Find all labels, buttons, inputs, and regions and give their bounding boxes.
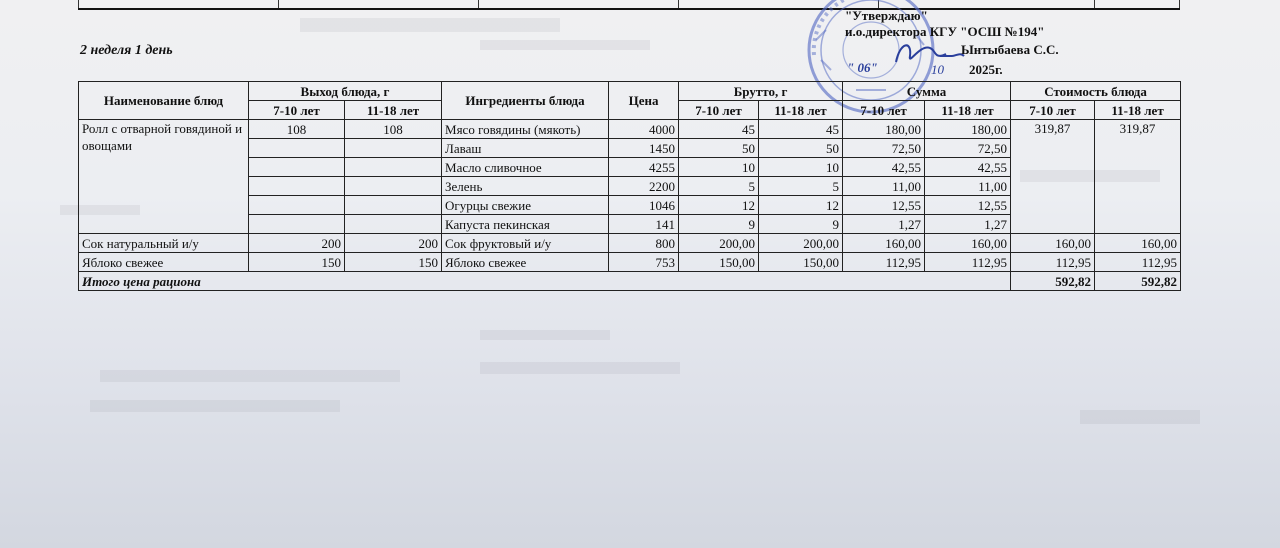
ingredient: Сок фруктовый и/у	[442, 234, 609, 253]
price: 4000	[609, 120, 679, 139]
brutto-age2: 50	[759, 139, 843, 158]
total-cost-age1: 592,82	[1011, 272, 1095, 291]
header-yield-age2: 11-18 лет	[345, 101, 442, 120]
sum-age2: 160,00	[925, 234, 1011, 253]
brutto-age1: 12	[679, 196, 759, 215]
sum-age1: 72,50	[843, 139, 925, 158]
cost-age1: 160,00	[1011, 234, 1095, 253]
ingredient: Яблоко свежее	[442, 253, 609, 272]
brutto-age2: 5	[759, 177, 843, 196]
sum-age1: 180,00	[843, 120, 925, 139]
sum-age1: 160,00	[843, 234, 925, 253]
yield-age1: 200	[249, 234, 345, 253]
header-cost-age1: 7-10 лет	[1011, 101, 1095, 120]
total-row	[79, 272, 1181, 291]
header-sum-age2: 11-18 лет	[925, 101, 1011, 120]
sum-age1: 112,95	[843, 253, 925, 272]
dish-name: Сок натуральный и/у	[79, 234, 249, 253]
cost-age1: 319,87	[1011, 120, 1095, 234]
header-brutto-age2: 11-18 лет	[759, 101, 843, 120]
header-yield-age1: 7-10 лет	[249, 101, 345, 120]
brutto-age1: 9	[679, 215, 759, 234]
brutto-age2: 200,00	[759, 234, 843, 253]
week-day-label: 2 неделя 1 день	[80, 43, 173, 58]
brutto-age1: 50	[679, 139, 759, 158]
brutto-age1: 150,00	[679, 253, 759, 272]
brutto-age2: 150,00	[759, 253, 843, 272]
ingredient: Масло сливочное	[442, 158, 609, 177]
sum-age2: 42,55	[925, 158, 1011, 177]
cost-age2: 319,87	[1095, 120, 1181, 234]
sum-age2: 11,00	[925, 177, 1011, 196]
cost-age1: 112,95	[1011, 253, 1095, 272]
ingredient: Зелень	[442, 177, 609, 196]
price: 1450	[609, 139, 679, 158]
sum-age2: 72,50	[925, 139, 1011, 158]
yield-age1: 150	[249, 253, 345, 272]
price: 4255	[609, 158, 679, 177]
price: 141	[609, 215, 679, 234]
header-cost: Стоимость блюда	[1011, 82, 1181, 101]
menu-table	[78, 81, 1181, 291]
header-sum: Сумма	[843, 82, 1011, 101]
price: 1046	[609, 196, 679, 215]
brutto-age2: 9	[759, 215, 843, 234]
yield-age2: 108	[345, 120, 442, 139]
dish-name: Ролл с отварной говядиной и овощами	[79, 120, 249, 234]
sum-age2: 1,27	[925, 215, 1011, 234]
sum-age1: 11,00	[843, 177, 925, 196]
ingredient: Мясо говядины (мякоть)	[442, 120, 609, 139]
approve-day: " 06"	[847, 60, 878, 75]
previous-table-bottom-edge	[78, 0, 1180, 10]
yield-age2: 150	[345, 253, 442, 272]
table-row	[79, 253, 1181, 272]
sum-age1: 42,55	[843, 158, 925, 177]
cost-age2: 112,95	[1095, 253, 1181, 272]
ingredient: Капуста пекинская	[442, 215, 609, 234]
table-row	[79, 234, 1181, 253]
sum-age1: 1,27	[843, 215, 925, 234]
signature	[890, 34, 970, 74]
approve-year: 2025г.	[969, 62, 1003, 77]
approve-title: "Утверждаю"	[845, 8, 928, 23]
ingredient: Огурцы свежие	[442, 196, 609, 215]
price: 2200	[609, 177, 679, 196]
approve-month: 10	[931, 62, 944, 77]
header-dish: Наименование блюд	[79, 82, 249, 120]
cost-age2: 160,00	[1095, 234, 1181, 253]
yield-age1: 108	[249, 120, 345, 139]
header-sum-age1: 7-10 лет	[843, 101, 925, 120]
header-price: Цена	[609, 82, 679, 120]
sum-age2: 12,55	[925, 196, 1011, 215]
sum-age2: 180,00	[925, 120, 1011, 139]
sum-age1: 12,55	[843, 196, 925, 215]
header-ingredients: Ингредиенты блюда	[442, 82, 609, 120]
brutto-age1: 200,00	[679, 234, 759, 253]
total-cost-age2: 592,82	[1095, 272, 1181, 291]
approve-name: Ынтыбаева С.С.	[961, 42, 1059, 57]
sum-age2: 112,95	[925, 253, 1011, 272]
header-brutto-age1: 7-10 лет	[679, 101, 759, 120]
approve-position: и.о.директора КГУ "ОСШ №194"	[845, 24, 1045, 39]
brutto-age2: 12	[759, 196, 843, 215]
header-yield: Выход блюда, г	[249, 82, 442, 101]
header-cost-age2: 11-18 лет	[1095, 101, 1181, 120]
table-row	[79, 120, 1181, 139]
brutto-age2: 10	[759, 158, 843, 177]
brutto-age1: 10	[679, 158, 759, 177]
price: 753	[609, 253, 679, 272]
ingredient: Лаваш	[442, 139, 609, 158]
brutto-age1: 5	[679, 177, 759, 196]
yield-age2: 200	[345, 234, 442, 253]
brutto-age1: 45	[679, 120, 759, 139]
price: 800	[609, 234, 679, 253]
brutto-age2: 45	[759, 120, 843, 139]
header-brutto: Брутто, г	[679, 82, 843, 101]
dish-name: Яблоко свежее	[79, 253, 249, 272]
total-label: Итого цена рациона	[79, 272, 1011, 291]
